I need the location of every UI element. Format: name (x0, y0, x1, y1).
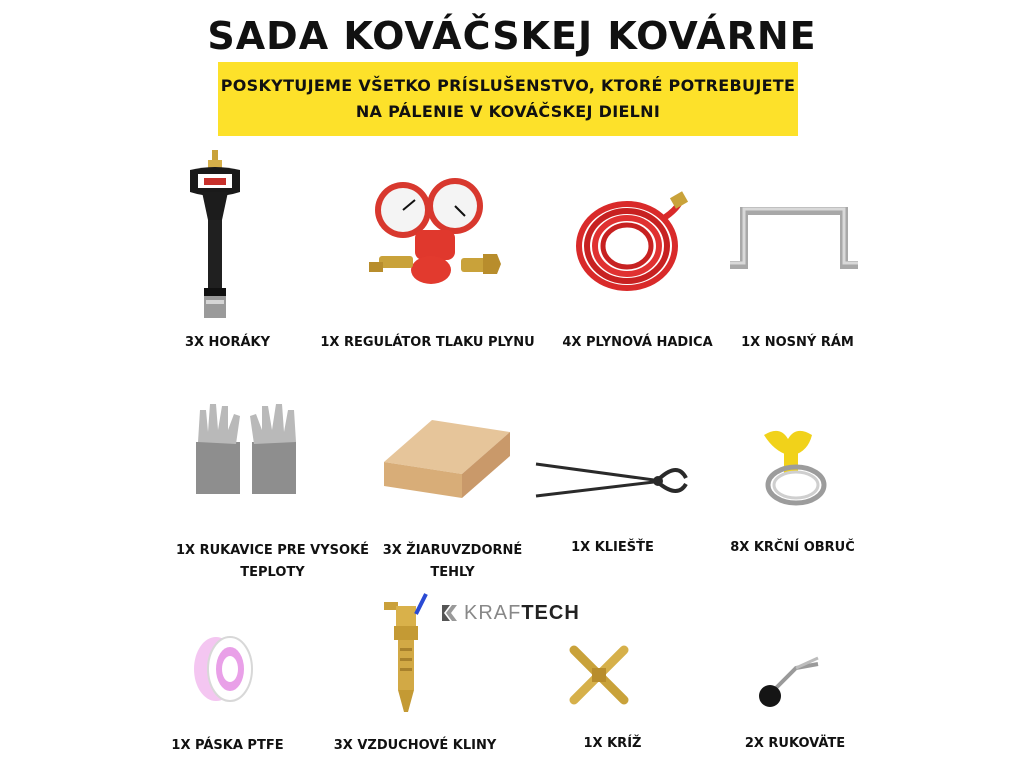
item-label: 1X REGULÁTOR TLAKU PLYNU (320, 335, 535, 350)
gloves-image (192, 402, 304, 494)
item-label: 1X RUKAVICE PRE VYSOKÉ (175, 543, 370, 558)
info-banner (218, 62, 798, 136)
item-label: TEHLY (430, 565, 475, 580)
firebrick-image (380, 412, 515, 502)
watermark-text-part1: KRAF (464, 601, 522, 624)
handle-image (756, 656, 826, 710)
tongs-image (534, 452, 694, 502)
kraftech-logo-icon (440, 603, 458, 623)
item-label: TEPLOTY (240, 565, 305, 580)
cross-fitting-image (566, 642, 632, 708)
gas-hose-image (572, 184, 692, 304)
item-label: 1X PÁSKA PTFE (171, 738, 284, 753)
support-frame-image (726, 205, 862, 269)
pressure-regulator-image (365, 178, 505, 293)
ptfe-tape-image (186, 633, 256, 705)
item-label: 1X KLIEŠŤE (571, 540, 654, 555)
item-label: 2X RUKOVÄTE (744, 736, 846, 751)
banner-line-1: POSKYTUJEME VŠETKO PRÍSLUŠENSTVO, KTORÉ POTREBUJETE (220, 76, 796, 95)
item-label: 8X KRČNÍ OBRUČ (730, 540, 855, 555)
item-label: 1X NOSNÝ RÁM (741, 335, 854, 350)
item-label: 3X ŽIARUVZDORNÉ (382, 543, 523, 558)
banner-line-2: NA PÁLENIE V KOVÁČSKEJ DIELNI (355, 102, 661, 121)
page-title: SADA KOVÁČSKEJ KOVÁRNE (207, 14, 817, 58)
burner-image (180, 150, 250, 330)
air-valve-image (378, 588, 438, 718)
item-label: 1X KRÍŽ (583, 736, 642, 751)
item-label: 3X HORÁKY (184, 335, 271, 350)
watermark-text-part2: TECH (521, 601, 580, 624)
hose-clamp-image (758, 425, 830, 507)
kraftech-watermark (440, 600, 580, 626)
item-label: 4X PLYNOVÁ HADICA (562, 335, 713, 350)
item-label: 3X VZDUCHOVÉ KLINY (333, 738, 497, 753)
